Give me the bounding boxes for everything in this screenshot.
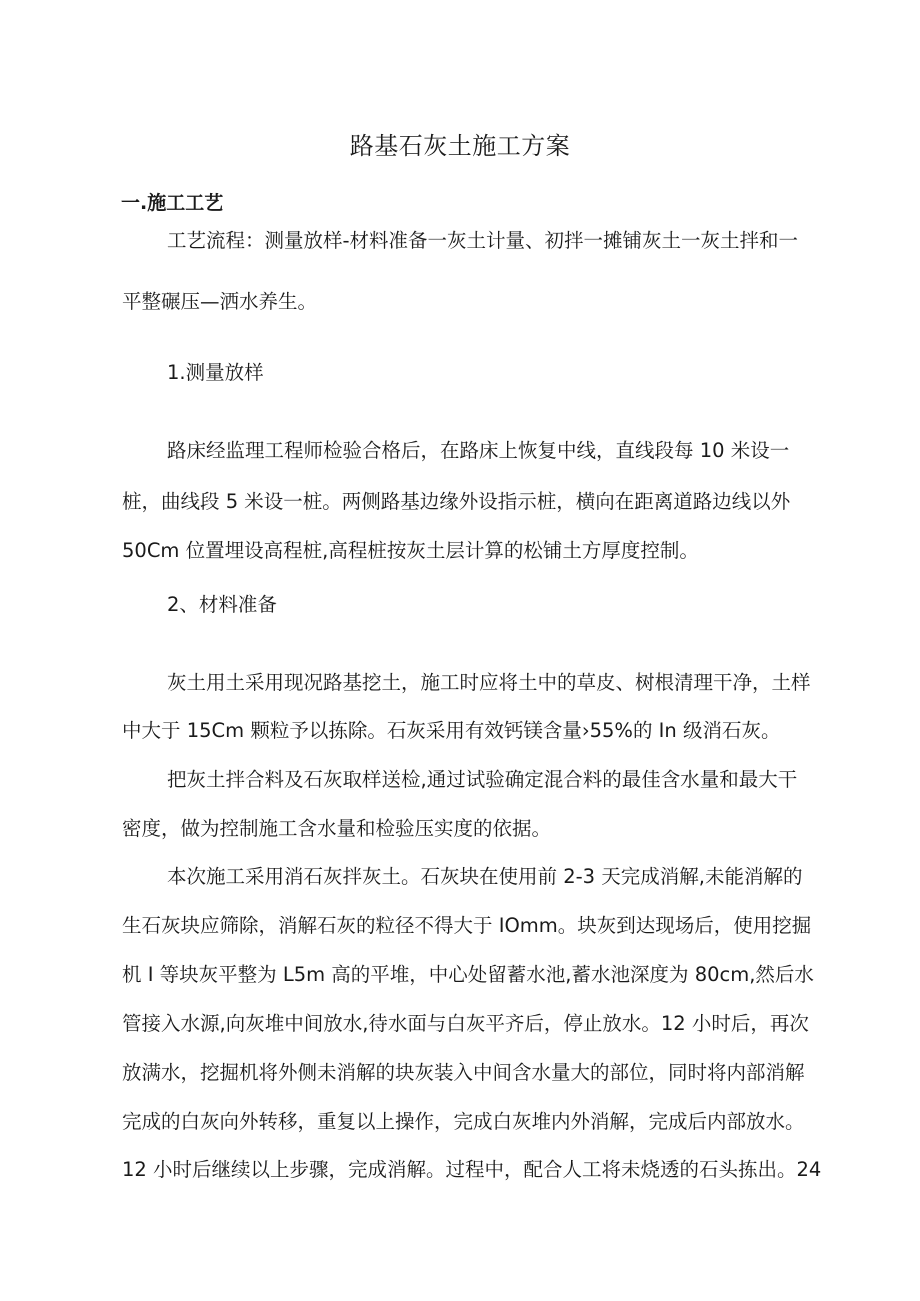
paragraph-line: 放满水，挖掘机将外侧未消解的块灰装入中间含水量大的部位，同时将内部消解 [122,1061,805,1084]
paragraph-line: 把灰土拌合料及石灰取样送检,通过试验确定混合料的最佳含水量和最大干 [167,768,798,791]
paragraph-line: 密度，做为控制施工含水量和检验压实度的依据。 [122,817,552,840]
paragraph-line: 工艺流程：测量放样-材料准备一灰土计量、初拌一摊铺灰土一灰土拌和一 [167,229,799,252]
section-heading-construction-process: 一.施工工艺 [121,192,224,214]
subheading-materials: 2、材料准备 [167,593,277,616]
paragraph-line: 12 小时后继续以上步骤，完成消解。过程中，配合人工将未烧透的石头拣出。24 [122,1158,822,1181]
paragraph-line: 机 I 等块灰平整为 L5m 高的平堆，中心处留蓄水池,蓄水池深度为 80cm,然后水 [122,963,814,986]
paragraph-line: 灰土用土采用现况路基挖土，施工时应将土中的草皮、树根清理干净，土样 [167,671,811,694]
subheading-surveying: 1.测量放样 [167,361,264,384]
paragraph-line: 路床经监理工程师检验合格后，在路床上恢复中线，直线段每 10 米设一 [167,439,790,462]
paragraph-line: 生石灰块应筛除，消解石灰的粒径不得大于 IOmm。块灰到达现场后，使用挖掘 [122,914,812,937]
paragraph-line: 本次施工采用消石灰拌灰土。石灰块在使用前 2-3 天完成消解,未能消解的 [167,865,803,888]
paragraph-line: 完成的白灰向外转移，重复以上操作，完成白灰堆内外消解，完成后内部放水。 [122,1110,805,1133]
document-title: 路基石灰土施工方案 [349,132,571,160]
paragraph-line: 管接入水源,向灰堆中间放水,待水面与白灰平齐后，停止放水。12 小时后，再次 [122,1012,809,1035]
paragraph-line: 中大于 15Cm 颗粒予以拣除。石灰采用有效钙镁含量›55%的 In 级消石灰。 [122,719,781,742]
paragraph-line: 桩，曲线段 5 米设一桩。两侧路基边缘外设指示桩，横向在距离道路边线以外 [122,490,791,513]
paragraph-line: 50Cm 位置埋设高程桩,高程桩按灰土层计算的松铺土方厚度控制。 [122,539,699,562]
paragraph-line: 平整碾压—洒水养生。 [122,290,318,313]
